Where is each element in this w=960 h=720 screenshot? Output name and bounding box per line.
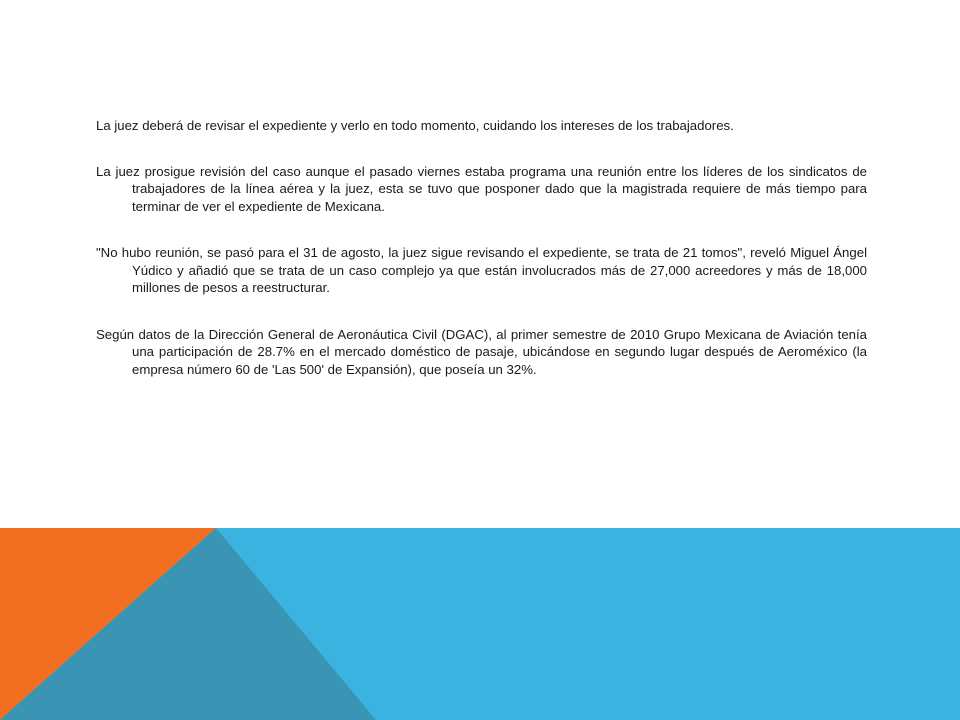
- paragraph-1: La juez deberá de revisar el expediente y verlo en todo momento, cuidando los intereses de los trabajadores.: [96, 118, 734, 133]
- paragraph-2: La juez prosigue revisión del caso aunque el pasado viernes estaba programa una reunión entre los líderes de los sindicatos de trabajadores de la línea aérea y la juez, esta se tuvo que posponer dado que la magistrada requiere de más tiempo para terminar de ver el expediente de Mexicana.: [96, 163, 867, 214]
- paragraph-3: "No hubo reunión, se pasó para el 31 de agosto, la juez sigue revisando el expediente, se trata de 21 tomos", reveló Miguel Ángel Yúdico y añadió que se trata de un caso complejo ya que están involucrados más de 27,000 acreedores y más de 18,000 millones de pesos a reestructurar.: [96, 245, 867, 295]
- content-text-block: [96, 117, 867, 378]
- decorative-footer-shapes: [0, 528, 960, 720]
- paragraph-4: Según datos de la Dirección General de Aeronáutica Civil (DGAC), al primer semestre de 2010 Grupo Mexicana de Aviación tenía una participación de 28.7% en el mercado doméstico de pasaje, ubicándose en segundo lugar después de Aeroméxico (la empresa número 60 de 'Las 500' de Expansión), que poseía un 32%.: [96, 326, 867, 377]
